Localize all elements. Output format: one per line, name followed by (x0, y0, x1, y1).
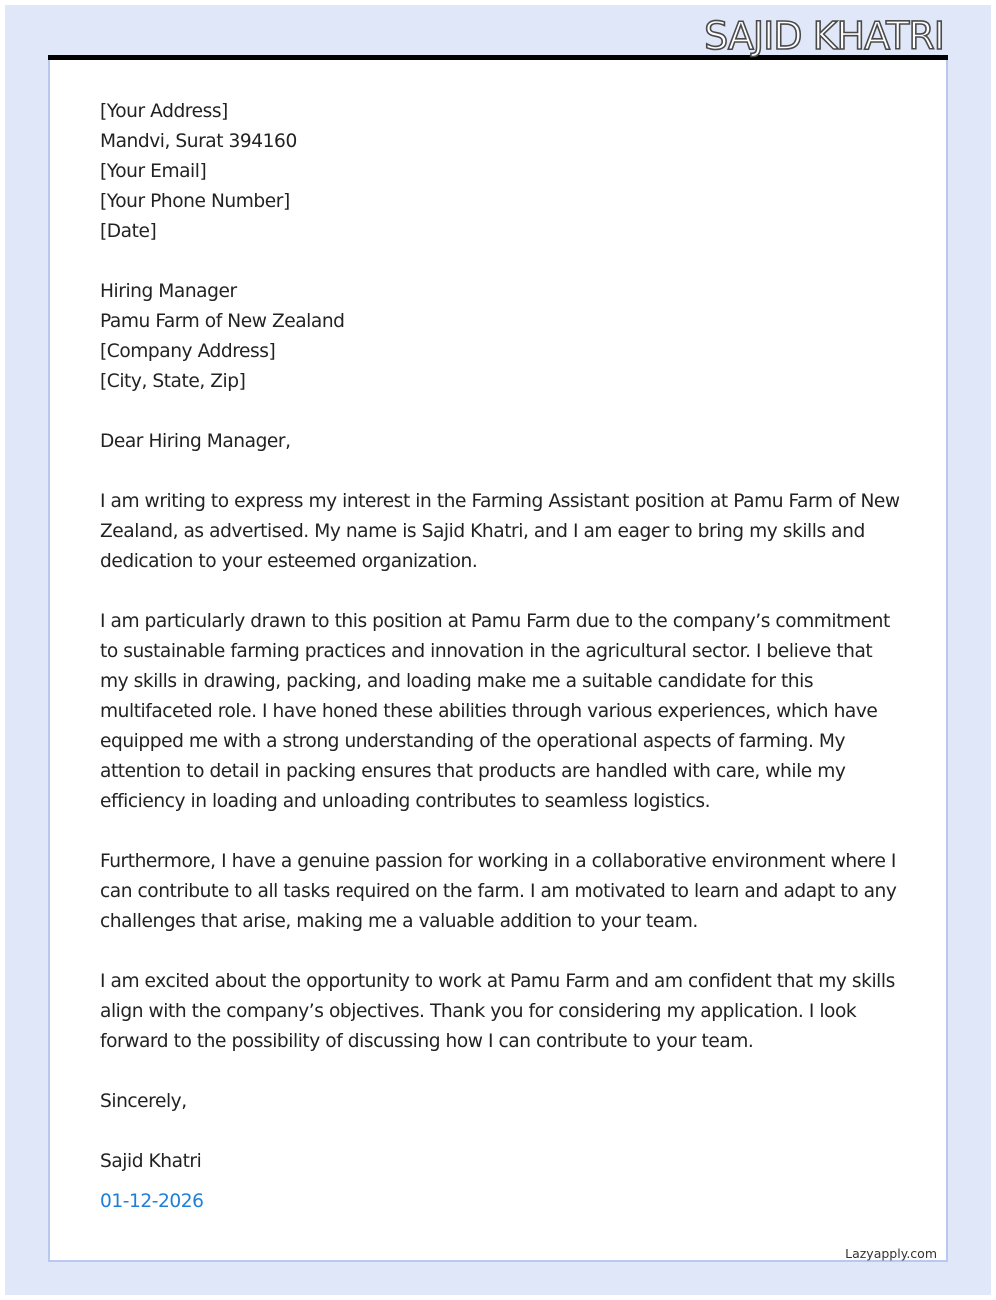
sender-phone: [Your Phone Number] (100, 191, 290, 212)
closing-phrase: Sincerely, (100, 1091, 187, 1112)
letter-date: 01-12-2026 (100, 1191, 204, 1212)
recipient-title: Hiring Manager (100, 281, 237, 302)
paragraph-intro: I am writing to express my interest in the Farming Assistant position at Pamu Farm of New Zealand, as advertised. My name is Sajid Khatri, and I am eager to bring my skills and dedication to your esteemed organization. (100, 491, 900, 572)
footer-site-link[interactable]: Lazyapply.com (845, 1246, 937, 1261)
salutation: Dear Hiring Manager, (100, 431, 291, 452)
recipient-city: [City, State, Zip] (100, 371, 246, 392)
cover-letter-body (100, 97, 900, 1217)
recipient-address-block (100, 277, 900, 397)
sender-date: [Date] (100, 221, 157, 242)
sender-email: [Your Email] (100, 161, 207, 182)
applicant-name-heading: SAJID KHATRI (704, 14, 944, 58)
paragraph-skills: I am particularly drawn to this position at Pamu Farm due to the company’s commitment to sustainable farming practices and innovation in the agricultural sector. I believe that my skills in drawing, packing, and loading make me a suitable candidate for this multifaceted role. I have honed these abilities through various experiences, which have equipped me with a strong understanding of the operational aspects of farming. My attention to detail in packing ensures that products are handled with care, while my efficiency in loading and unloading contributes to seamless logistics. (100, 611, 890, 812)
paragraph-passion: Furthermore, I have a genuine passion for working in a collaborative environment where I can contribute to all tasks required on the farm. I am motivated to learn and adapt to any challenges that arise, making me a valuable addition to your team. (100, 851, 897, 932)
sender-address: [Your Address] (100, 101, 228, 122)
paragraph-closing: I am excited about the opportunity to work at Pamu Farm and am confident that my skills align with the company’s objectives. Thank you for considering my application. I look forward to the possibility of discussing how I can contribute to your team. (100, 971, 895, 1052)
recipient-address: [Company Address] (100, 341, 276, 362)
sender-city: Mandvi, Surat 394160 (100, 131, 297, 152)
sender-address-block (100, 97, 900, 247)
signature-name: Sajid Khatri (100, 1151, 202, 1172)
recipient-company: Pamu Farm of New Zealand (100, 311, 345, 332)
